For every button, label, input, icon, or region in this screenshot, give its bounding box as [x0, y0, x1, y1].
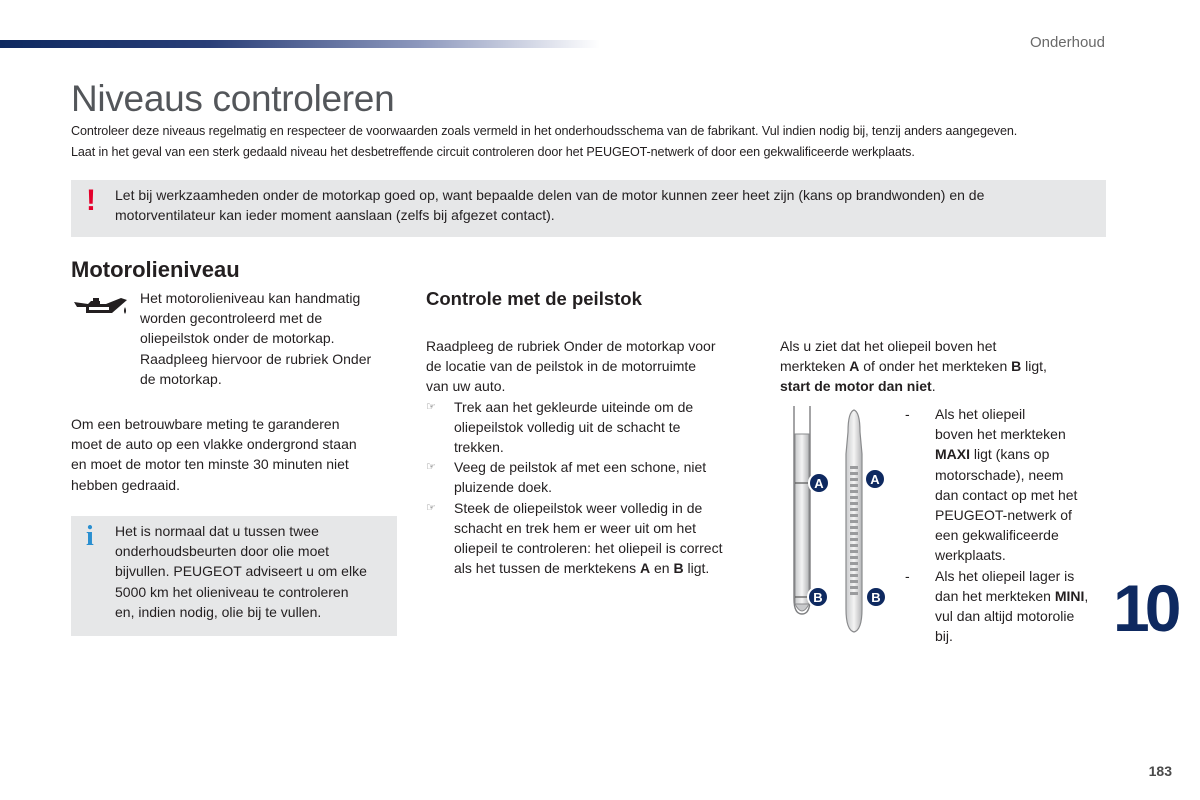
- dipstick-blade-right: [846, 410, 862, 632]
- measurement-conditions-paragraph: Om een betrouwbare meting te garanderen moet de auto op een vlakke ondergrond staan en moet de motor ten minste 30 minuten niet hebben gedraaid.: [71, 416, 357, 493]
- oil-level-cases: [905, 404, 1105, 646]
- list-item: - Als het oliepeil lager is dan het merkteken MINI, vul dan altijd motorolie bij.: [905, 567, 1089, 645]
- hand-pointer-icon: ☞: [426, 461, 436, 474]
- dipstick-tube-left: [794, 406, 810, 614]
- list-item: ☞ Trek aan het gekleurde uiteinde om de oliepeilstok volledig uit de schacht te trekken.: [426, 398, 694, 456]
- svg-text:A: A: [814, 476, 824, 491]
- hand-pointer-icon: ☞: [426, 400, 436, 413]
- oil-level-warning-paragraph: Als u ziet dat het oliepeil boven het merkteken A of onder het merkteken B ligt, start de motor dan niet.: [780, 338, 1047, 395]
- svg-text:B: B: [871, 590, 881, 605]
- dipstick-instructions: Raadpleeg de rubriek Onder de motorkap voor de locatie van de peilstok in de motorruimte van uw auto. ☞ Trek aan het gekleurde uiteinde om de oliepeilstok volledig uit de schacht te trekken. ☞ Veeg de peilstok af met een schone, niet pluizende doek. ☞ Steek de oliepeilstok weer volledig in de schacht en trek hem er weer uit om het oliepeil te controleren: het oliepeil is correct als het tussen de merktekens A en B ligt.: [426, 336, 766, 578]
- svg-text:B: B: [813, 590, 823, 605]
- intro-paragraph: Controleer deze niveaus regelmatig en respecteer de voorwaarden zoals vermeld in het onderhoudsschema van de fabrikant. Vul indien nodig bij, tenzij anders aangegeven. Laat in het geval van een sterk gedaald niveau het desbetreffende circuit controleren door het PEUGEOT-netwerk of door een gekwalificeerde werkplaats.: [71, 124, 1018, 159]
- info-box: [71, 516, 397, 636]
- marker-a-right: [865, 469, 885, 489]
- chapter-number: 10: [1113, 571, 1177, 645]
- warning-text: Let bij werkzaamheden onder de motorkap goed op, want bepaalde delen van de motor kunnen zeer heet zijn (kans op brandwonden) en de motorventilateur kan ieder moment aanslaan (zelfs bij afgezet contact).: [115, 187, 985, 223]
- oil-level-heading: Motorolieniveau: [71, 257, 240, 282]
- dipstick-steps: [426, 397, 766, 579]
- list-item: ☞ Veeg de peilstok af met een schone, niet pluizende doek.: [426, 459, 707, 496]
- header-gradient-bar: [0, 40, 600, 48]
- hand-pointer-icon: ☞: [426, 501, 436, 514]
- info-text: Het is normaal dat u tussen twee onderhoudsbeurten door olie moet bijvullen. PEUGEOT adviseert u om elke 5000 km het olieniveau te controleren en, indien nodig, olie bij te vullen.: [115, 523, 367, 620]
- marker-a-left: [809, 473, 829, 493]
- oil-level-paragraph: Het motorolieniveau kan handmatig worden gecontroleerd met de oliepeilstok onder de motorkap. Raadpleeg hiervoor de rubriek Onder de motorkap.: [140, 290, 372, 387]
- oil-can-icon: [72, 293, 130, 323]
- page-title: Niveaus controleren: [71, 78, 395, 119]
- dipstick-heading: Controle met de peilstok: [426, 288, 642, 309]
- warning-box: [71, 180, 1106, 237]
- svg-text:A: A: [870, 472, 880, 487]
- warning-icon: !: [86, 184, 96, 217]
- list-item: ☞ Steek de oliepeilstok weer volledig in de schacht en trek hem er weer uit om het oliepeil te controleren: het oliepeil is correct als het tussen de merktekens A en B ligt.: [426, 499, 723, 577]
- section-name: Onderhoud: [1029, 34, 1105, 51]
- list-item: - Als het oliepeil boven het merkteken MAXI ligt (kans op motorschade), neem dan contact op met het PEUGEOT-netwerk of een gekwalificeerde werkplaats.: [905, 406, 1078, 564]
- dipstick-illustration: [786, 404, 896, 636]
- marker-b-right: [866, 587, 886, 607]
- info-icon: i: [86, 521, 94, 552]
- page-number: 183: [1148, 763, 1172, 779]
- marker-b-left: [808, 587, 828, 607]
